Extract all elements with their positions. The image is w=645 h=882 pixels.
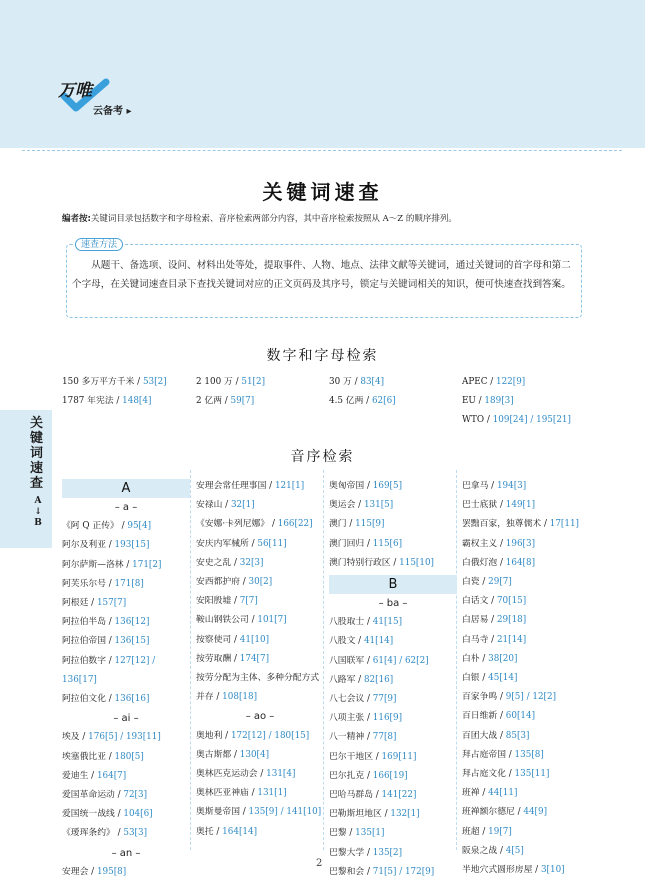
entry-page-ref: 135[2] [372, 847, 403, 858]
index-entry [62, 556, 190, 575]
index-entry [62, 728, 190, 747]
editor-note: 编者按:关键词目录包括数字和字母检索、音序检索两部分内容，其中音序检索按照从 A～Z 的顺序排列。 [62, 214, 457, 224]
letter-heading-b: B [329, 575, 457, 594]
index-entry [62, 613, 190, 632]
entry-term: 爱国革命运动 / [62, 790, 124, 801]
number-index-column [62, 373, 167, 411]
entry-term: 八国联军 / [329, 655, 373, 666]
side-tab-range: A ↓ B [34, 496, 42, 528]
side-tab-label: 关键词速查 [30, 416, 44, 491]
index-column-2 [196, 477, 324, 842]
entry-term: 百团大战 / [462, 730, 506, 741]
entry-page-ref: 131[1] [257, 788, 287, 799]
entry-page-ref: 141[22] [381, 790, 417, 801]
entry-term: 拜占庭文化 / [462, 769, 515, 780]
entry-term: 安庆内军械所 / [196, 538, 258, 549]
entry-term: 埃及 / [62, 732, 89, 743]
index-entry [196, 823, 324, 842]
entry-page-ref: 122[9] [495, 377, 526, 387]
brand-logo [58, 76, 168, 126]
index-entry [329, 805, 457, 824]
entry-page-ref: 41[14] [363, 636, 394, 647]
entry-term: 巴黎和会 / [329, 866, 373, 877]
entry-term: 安理会常任理事国 / [196, 481, 275, 491]
entry-term: 巴勒斯坦地区 / [329, 809, 391, 820]
index-entry [196, 515, 324, 534]
entry-term: 巴哈马群岛 / [329, 790, 382, 801]
entry-page-ref: 135[1] [355, 828, 385, 839]
entry-term: 巴黎 / [329, 828, 356, 839]
entry-term: 奥林匹克运动会 / [196, 769, 267, 780]
entry-page-ref: 115[10] [399, 557, 434, 568]
entry-term: 班禅 / [462, 788, 489, 799]
number-index-entry [196, 373, 265, 392]
entry-term: 奥林匹亚神庙 / [196, 788, 258, 799]
index-entry [462, 823, 590, 842]
entry-page-ref: 29[7] [488, 577, 512, 588]
entry-term: 八七会议 / [329, 694, 373, 705]
index-entry [329, 515, 457, 534]
entry-page-ref: 29[18] [496, 615, 527, 626]
number-index-entry [462, 392, 571, 411]
entry-term: 百家争鸣 / [462, 692, 506, 703]
entry-term: 巴尔干地区 / [329, 751, 382, 762]
entry-page-ref: 30[2] [248, 577, 273, 588]
index-entry [62, 805, 190, 824]
entry-term: 安禄山 / [196, 500, 231, 511]
entry-page-ref: 189[3] [484, 396, 514, 406]
index-entry [62, 632, 190, 651]
entry-page-ref: 72[3] [123, 790, 147, 801]
index-entry [462, 707, 590, 726]
entry-page-ref: 115[6] [372, 538, 403, 549]
entry-term: 爱国统一战线 / [62, 809, 124, 820]
index-entry [62, 652, 190, 690]
entry-page-ref: 53[2] [142, 377, 167, 387]
syllable-heading: – a – [114, 502, 138, 513]
entry-term: 白居易 / [462, 615, 497, 626]
syllable-heading: – ai – [113, 713, 139, 725]
entry-term: 按劳取酬 / [196, 653, 240, 664]
index-entry [196, 631, 324, 650]
index-entry [196, 784, 324, 803]
index-column-1 [62, 477, 190, 882]
section-title-numbers: 数字和字母检索 [266, 348, 379, 364]
entry-page-ref: 131[5] [363, 500, 394, 511]
entry-page-ref: 132[1] [390, 809, 420, 820]
index-entry [196, 803, 324, 822]
method-badge: 速查方法 [75, 238, 123, 251]
entry-page-ref: 171[8] [114, 578, 144, 589]
entry-page-ref: 174[7] [239, 653, 270, 664]
entry-page-ref: 7[7] [239, 596, 258, 607]
entry-term: 班禅额尔德尼 / [462, 807, 524, 818]
number-index-entry [462, 411, 571, 430]
entry-page-ref: 85[3] [505, 730, 530, 741]
entry-page-ref: 195[8] [96, 866, 127, 877]
index-entry [196, 650, 324, 669]
page-title: 关键词速查 [262, 180, 383, 204]
index-entry [196, 477, 324, 496]
entry-page-ref: 44[9] [523, 807, 547, 818]
number-index-entry [329, 373, 396, 392]
number-index-entry [196, 392, 265, 411]
index-entry [62, 767, 190, 786]
entry-page-ref: 172[12] / 180[15] [230, 730, 310, 741]
entry-page-ref: 9[5] / 12[2] [505, 692, 557, 703]
entry-page-ref: 17[11] [549, 519, 579, 530]
index-entry [62, 786, 190, 805]
index-entry [62, 517, 190, 536]
entry-term: 巴拿马 / [462, 481, 497, 491]
index-entry [329, 535, 457, 554]
index-entry [329, 496, 457, 515]
index-entry [329, 632, 457, 651]
entry-term: 巴尔扎克 / [329, 770, 373, 781]
entry-page-ref: 53[3] [123, 828, 147, 839]
entry-page-ref: 135[9] / 141[10] [248, 807, 322, 818]
entry-page-ref: 51[2] [241, 377, 265, 387]
entry-page-ref: 41[10] [239, 634, 270, 645]
number-index-entry [329, 392, 396, 411]
entry-term: 30 万 / [329, 377, 361, 387]
syllable-heading: – ao – [245, 711, 275, 723]
entry-page-ref: 104[6] [123, 809, 153, 820]
entry-term: 八股文 / [329, 636, 364, 647]
index-entry [462, 727, 590, 746]
index-column-4 [462, 477, 590, 880]
entry-page-ref: 131[4] [266, 769, 296, 780]
index-entry [462, 688, 590, 707]
entry-page-ref: 32[1] [230, 500, 255, 511]
entry-term: 爱迪生 / [62, 770, 97, 781]
entry-term: 八股取士 / [329, 617, 373, 628]
entry-page-ref: 136[16] [114, 694, 150, 705]
index-entry [196, 746, 324, 765]
entry-page-ref: 45[14] [488, 673, 518, 684]
index-entry [329, 652, 457, 671]
index-entry [196, 611, 324, 630]
entry-term: 白朴 / [462, 653, 489, 664]
entry-term: 拜占庭帝国 / [462, 749, 515, 760]
index-entry [462, 765, 590, 784]
entry-page-ref: 77[8] [372, 732, 397, 743]
syllable-heading: – ba – [378, 598, 408, 610]
entry-term: EU / [462, 396, 485, 406]
index-entry [329, 477, 457, 496]
entry-term: 安理会 / [62, 866, 97, 877]
entry-page-ref: 164[7] [96, 770, 127, 781]
entry-page-ref: 62[6] [371, 396, 396, 406]
entry-page-ref: 19[7] [488, 826, 512, 837]
entry-term: 奥古斯都 / [196, 749, 240, 760]
number-index-entry [62, 373, 167, 392]
entry-page-ref: 4[5] [505, 845, 524, 856]
entry-term: 白银 / [462, 673, 489, 684]
entry-term: 奥斯曼帝国 / [196, 807, 249, 818]
entry-term: 阪泉之战 / [462, 845, 506, 856]
number-index-entry [462, 373, 571, 392]
entry-term: 白瓷 / [462, 577, 489, 588]
index-entry [62, 575, 190, 594]
entry-page-ref: 164[14] [222, 826, 258, 837]
index-entry [462, 496, 590, 515]
number-index-column [196, 373, 265, 411]
entry-page-ref: 32[3] [239, 557, 264, 568]
entry-page-ref: 108[18] [222, 692, 258, 703]
number-index-entry [62, 392, 167, 411]
index-entry [462, 650, 590, 669]
syllable-heading: – an – [111, 847, 141, 859]
entry-page-ref: 196[3] [505, 538, 536, 549]
entry-page-ref: 136[12] [114, 617, 150, 628]
entry-term: 八一精神 / [329, 732, 373, 743]
index-entry [196, 727, 324, 746]
entry-term: 鞍山钢铁公司 / [196, 615, 258, 626]
index-entry [462, 515, 590, 534]
entry-term: 巴黎大学 / [329, 847, 373, 858]
entry-page-ref: 121[1] [274, 481, 305, 491]
index-entry [462, 784, 590, 803]
index-entry [62, 863, 190, 882]
index-entry [329, 748, 457, 767]
entry-term: 阿尔萨斯—洛林 / [62, 559, 133, 570]
entry-term: 按劳分配为主体、多种分配方式并存 / [196, 673, 320, 703]
index-entry [329, 554, 457, 573]
entry-term: 阿拉伯数字 / [62, 655, 115, 666]
entry-page-ref: 135[11] [514, 769, 550, 780]
index-column-3 [329, 477, 457, 882]
entry-term: 《阿 Q 正传》 / [62, 521, 128, 532]
index-entry [329, 824, 457, 843]
entry-page-ref: 38[20] [488, 653, 518, 664]
entry-page-ref: 61[4] / 62[2] [372, 655, 429, 666]
index-entry [462, 573, 590, 592]
entry-page-ref: 109[24] / 195[21] [492, 415, 571, 425]
entry-term: 澳门 / [329, 519, 356, 530]
index-entry [462, 611, 590, 630]
index-entry [196, 765, 324, 784]
index-entry [196, 554, 324, 573]
entry-term: 奥地利 / [196, 730, 231, 741]
entry-term: 150 多万平方千米 / [62, 377, 143, 387]
number-index-column [462, 373, 571, 430]
entry-page-ref: 115[9] [355, 519, 385, 530]
index-entry [462, 861, 590, 880]
entry-term: 4.5 亿两 / [329, 396, 372, 406]
index-entry [462, 842, 590, 861]
index-entry [329, 844, 457, 863]
brand-sub: 云备考 ▸ [93, 106, 132, 117]
entry-term: 八路军 / [329, 674, 364, 685]
entry-page-ref: 169[11] [381, 751, 417, 762]
entry-term: 安史之乱 / [196, 557, 240, 568]
entry-page-ref: 149[1] [505, 500, 536, 511]
entry-page-ref: 83[4] [360, 377, 384, 387]
entry-term: 奥运会 / [329, 500, 364, 511]
entry-page-ref: 166[22] [277, 519, 313, 530]
letter-heading-a: A [62, 479, 190, 498]
entry-page-ref: 194[3] [496, 481, 527, 491]
index-entry [462, 803, 590, 822]
index-entry [329, 613, 457, 632]
entry-term: 按察使司 / [196, 634, 240, 645]
index-entry [329, 690, 457, 709]
entry-page-ref: 116[9] [372, 713, 403, 724]
entry-term: 半地穴式圆形房屋 / [462, 865, 541, 876]
entry-page-ref: 171[2] [132, 559, 162, 570]
index-entry [62, 690, 190, 709]
entry-page-ref: 169[5] [372, 481, 403, 491]
index-entry [329, 767, 457, 786]
entry-term: 阿拉伯文化 / [62, 694, 115, 705]
entry-term: 1787 年宪法 / [62, 396, 123, 406]
entry-term: 班超 / [462, 826, 489, 837]
entry-page-ref: 3[10] [540, 865, 565, 876]
entry-term: WTO / [462, 415, 493, 425]
entry-term: 霸权主义 / [462, 538, 506, 549]
entry-term: 安西都护府 / [196, 577, 249, 588]
method-text: 从题干、备选项、设问、材料出处等处，提取事件、人物、地点、法律文献等关键词，通过关键词的首字母和第二个字母，在关键词速查目录下查找关键词对应的正文页码及其序号，锁定与关键词相关的知识，便可快速查找到答案。 [72, 260, 571, 290]
entry-term: 阿拉伯半岛 / [62, 617, 115, 628]
entry-term: 阿拉伯帝国 / [62, 636, 115, 647]
entry-page-ref: 101[7] [257, 615, 287, 626]
brand-name: 万唯 [58, 81, 92, 101]
entry-term: 《安娜·卡列尼娜》 / [196, 519, 278, 530]
section-title-phonetic: 音序检索 [290, 449, 355, 465]
index-entry [462, 477, 590, 496]
entry-term: 《瑷珲条约》 / [62, 828, 124, 839]
entry-page-ref: 148[4] [122, 396, 152, 406]
entry-page-ref: 21[14] [496, 634, 527, 645]
entry-term: APEC / [462, 377, 496, 387]
entry-term: 罢黜百家，独尊儒术 / [462, 519, 550, 530]
entry-page-ref: 95[4] [127, 521, 152, 532]
entry-term: 埃塞俄比亚 / [62, 751, 115, 762]
index-entry [462, 592, 590, 611]
entry-page-ref: 71[5] / 172[9] [372, 866, 435, 877]
index-entry [462, 631, 590, 650]
entry-term: 2 100 万 / [196, 377, 242, 387]
column-divider [190, 470, 191, 850]
index-entry [196, 496, 324, 515]
entry-term: 阿根廷 / [62, 598, 97, 609]
entry-term: 澳门特别行政区 / [329, 557, 400, 568]
entry-page-ref: 180[5] [114, 751, 144, 762]
entry-page-ref: 136[15] [114, 636, 150, 647]
index-entry [62, 536, 190, 555]
entry-page-ref: 60[14] [505, 711, 536, 722]
index-entry [329, 863, 457, 882]
entry-term: 2 亿两 / [196, 396, 231, 406]
entry-term: 安阳殷墟 / [196, 596, 240, 607]
entry-page-ref: 176[5] / 193[11] [88, 732, 161, 743]
entry-term: 巴士底狱 / [462, 500, 506, 511]
index-entry [329, 709, 457, 728]
entry-term: 阿尔及利亚 / [62, 540, 115, 551]
entry-page-ref: 157[7] [96, 598, 127, 609]
entry-page-ref: 166[19] [372, 770, 408, 781]
index-entry [62, 748, 190, 767]
entry-page-ref: 56[11] [257, 538, 287, 549]
entry-page-ref: 70[15] [496, 596, 527, 607]
entry-term: 澳门回归 / [329, 538, 373, 549]
entry-page-ref: 193[15] [114, 540, 150, 551]
index-entry [329, 671, 457, 690]
page-number: 2 [316, 858, 323, 869]
entry-page-ref: 82[16] [363, 674, 394, 685]
entry-term: 百日维新 / [462, 711, 506, 722]
number-index-column [329, 373, 396, 411]
entry-page-ref: 44[11] [488, 788, 518, 799]
entry-term: 阿芙乐尔号 / [62, 578, 115, 589]
index-entry [62, 824, 190, 843]
index-entry [462, 746, 590, 765]
entry-term: 奥匈帝国 / [329, 481, 373, 491]
index-entry [196, 535, 324, 554]
index-entry [196, 592, 324, 611]
header-divider [22, 150, 622, 151]
entry-page-ref: 130[4] [239, 749, 270, 760]
entry-page-ref: 127[12] / 136[17] [62, 655, 156, 685]
index-entry [329, 728, 457, 747]
entry-term: 白马寺 / [462, 634, 497, 645]
entry-term: 八项主张 / [329, 713, 373, 724]
entry-term: 白俄灯泡 / [462, 557, 506, 568]
entry-term: 奥托 / [196, 826, 223, 837]
index-entry [196, 669, 324, 707]
entry-term: 白话文 / [462, 596, 497, 607]
entry-page-ref: 164[8] [505, 557, 536, 568]
entry-page-ref: 59[7] [230, 396, 255, 406]
index-entry [462, 669, 590, 688]
index-entry [62, 594, 190, 613]
index-entry [462, 554, 590, 573]
index-entry [329, 786, 457, 805]
index-entry [196, 573, 324, 592]
entry-page-ref: 135[8] [514, 749, 544, 760]
entry-page-ref: 41[15] [372, 617, 403, 628]
entry-page-ref: 77[9] [372, 694, 397, 705]
index-entry [462, 535, 590, 554]
